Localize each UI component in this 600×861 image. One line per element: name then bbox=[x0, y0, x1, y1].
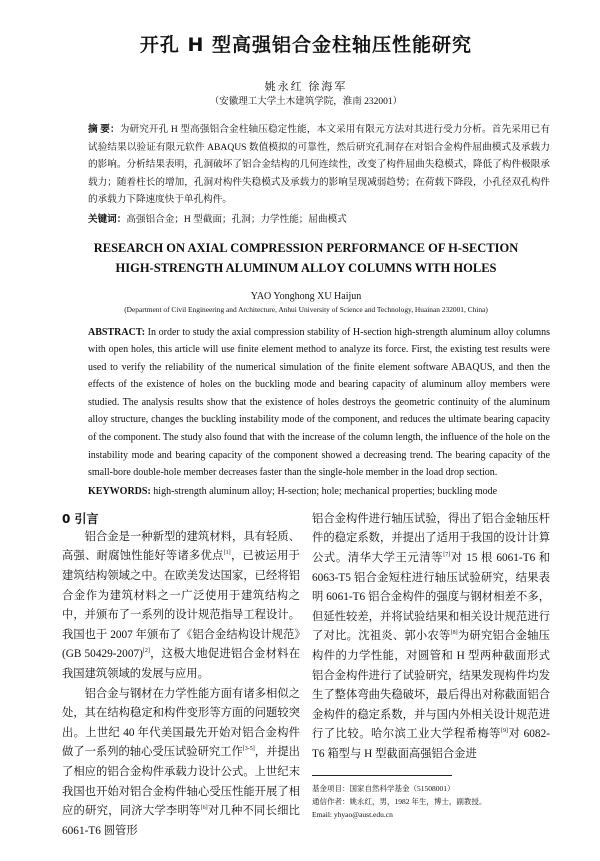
footnote-funding: 基金项目：国家自然科学基金（51508001） bbox=[312, 783, 455, 793]
english-title-line-2: HIGH-STRENGTH ALUMINUM ALLOY COLUMNS WITH HOLES bbox=[115, 260, 497, 275]
english-abstract-label: ABSTRACT: bbox=[88, 326, 146, 338]
text: 对几种不同长细比 6061-T6 圆管形 bbox=[62, 805, 300, 837]
citation: [1] bbox=[223, 550, 231, 557]
right-column-wrapper bbox=[312, 510, 550, 821]
paragraph bbox=[312, 510, 550, 765]
text: ，这极大地促进铝合金材料在我国建筑领域的发展与应用。 bbox=[62, 648, 300, 680]
footnotes bbox=[312, 782, 550, 821]
english-keywords-text: high-strength aluminum alloy; H-section; hole; mechanical properties; buckling mode bbox=[153, 485, 498, 497]
english-title-line-1: RESEARCH ON AXIAL COMPRESSION PERFORMANCE OF H-SECTION bbox=[93, 240, 519, 255]
english-abstract bbox=[88, 324, 550, 482]
text: 铝合金是一种新型的建筑材料，具有轻质、高强、耐腐蚀性能好等诸多优点 bbox=[62, 530, 300, 563]
chinese-abstract bbox=[88, 121, 550, 209]
chinese-keywords-label: 关键词： bbox=[88, 213, 127, 225]
english-keywords-label: KEYWORDS: bbox=[88, 485, 151, 497]
text: 为研究铝合金轴压构件的力学性能，对圆管和 H 型两种截面形式铝合金构件进行了试验研究，结果发现构件均发生了整体弯曲失稳破坏，最后得出对称截面铝合金构件的稳定系数，并与国内外相关设计规范进行了比较。哈尔滨工业大学程希梅等 bbox=[312, 630, 550, 741]
chinese-title: 开孔 H 型高强铝合金柱轴压性能研究 bbox=[139, 34, 473, 56]
text: 对 6082-T6 箱型与 H 型截面高强铝合金进 bbox=[312, 728, 550, 760]
citation: [8] bbox=[450, 630, 458, 637]
text: ，已被运用于建筑结构领域之中。在欧美发达国家，已经将铝合金作为建筑材料之一广泛使用于建筑结构之中，并颁布了一系列的设计规范指导工程设计。我国也于 2007 年颁布了《铝合金结构设计规范》(GB 50429-2007) bbox=[62, 550, 300, 661]
chinese-keywords-text: 高强铝合金；H 型截面；孔洞；力学性能；屈曲模式 bbox=[126, 213, 347, 225]
paragraph bbox=[62, 528, 300, 685]
body-column-right bbox=[312, 510, 550, 765]
chinese-abstract-text: 为研究开孔 H 型高强铝合金柱轴压稳定性能，本文采用有限元方法对其进行受力分析。首先采用已有试验结果以验证有限元软件 ABAQUS 数值模拟的可靠性，然后研究孔洞存在对铝合金构件屈曲模式及承载力的影响。分析结果表明，孔洞破坏了铝合金结构的几何连续性，改变了构件屈曲失稳模式，降低了构件极限承载力；随着柱长的增加，孔洞对构件失稳模式及承载力的影响呈现减弱趋势；在荷载下降段，小孔径双孔构件的承载力下降速度快于单孔构件。 bbox=[88, 124, 550, 205]
chinese-keywords bbox=[88, 211, 550, 228]
body-columns bbox=[62, 510, 550, 842]
citation: [7] bbox=[443, 552, 451, 559]
chinese-authors: 姚永红 徐海军 bbox=[264, 81, 348, 93]
footnote-divider bbox=[312, 775, 452, 776]
text: 铝合金与钢材在力学性能方面有诸多相似之处，其在结构稳定和构件变形等方面的问题较突出。上世纪 40 年代美国最先开始对铝合金构件做了一系列的轴心受压试验研究工作 bbox=[62, 687, 300, 759]
text: 铝合金构件进行轴压试验，得出了铝合金轴压杆件的稳定系数，并提出了适用于我国的设计计算公式。清华大学王元清等 bbox=[312, 512, 550, 565]
body-column-left bbox=[62, 528, 300, 842]
citation: [9] bbox=[500, 728, 508, 735]
chinese-affiliation: （安徽理工大学土木建筑学院，淮南 232001） bbox=[209, 97, 403, 107]
english-authors: YAO Yonghong XU Haijun bbox=[250, 290, 362, 302]
text: ，并提出了相应的铝合金构件承载力设计公式。上世纪末我国也开始对铝合金构件轴心受压性能开展了相应的研究，同济大学李明等 bbox=[62, 746, 300, 818]
citation: [2] bbox=[142, 648, 150, 655]
english-keywords bbox=[88, 484, 550, 500]
text: 对 15 根 6061-T6 和 6063-T5 铝合金短柱进行轴压试验研究，结果表明 6061-T6 铝合金构件的强度与钢材相差不多，但延性较差，并将试验结果和相关设计规范进行了对比。沈祖炎、郭小农等 bbox=[312, 552, 550, 643]
english-abstract-text: In order to study the axial compression stability of H-section high-strength aluminum alloy columns with open holes, this article will use finite element method to analyze its force. First, the existing test results were used to verify the reliability of the numerical simulation of the finite element software ABAQUS, and then the effects of the existence of holes on the buckling mode and bearing capacity of aluminum alloy members were studied. The analysis results show that the existence of holes destroys the geometric continuity of the aluminum alloy structure, changes the buckling instability mode of the component, and reduces the ultimate bearing capacity of the component. The study also found that with the increase of the column length, the influence of the hole on the instability mode and bearing capacity of the component showed a decreasing trend. The bearing capacity of the small-bore double-hole member decreases faster than the single-hole member in the load drop section. bbox=[88, 326, 551, 479]
english-affiliation: (Department of Civil Engineering and Architecture, Anhui University of Science and Technology, Huainan 232001, China) bbox=[124, 304, 488, 314]
footnote-email: Email: yhyao@aust.edu.cn bbox=[312, 809, 393, 819]
chinese-abstract-label: 摘 要： bbox=[88, 124, 120, 135]
english-title bbox=[62, 238, 550, 278]
left-column-wrapper bbox=[62, 510, 300, 842]
citation: [3-5] bbox=[242, 746, 255, 753]
paragraph bbox=[62, 685, 300, 842]
section-heading-introduction: 0 引言 bbox=[62, 511, 99, 526]
footnote-author: 通信作者：姚永红，男，1982 年生，博士，副教授。 bbox=[312, 796, 487, 806]
citation: [6] bbox=[200, 805, 208, 812]
